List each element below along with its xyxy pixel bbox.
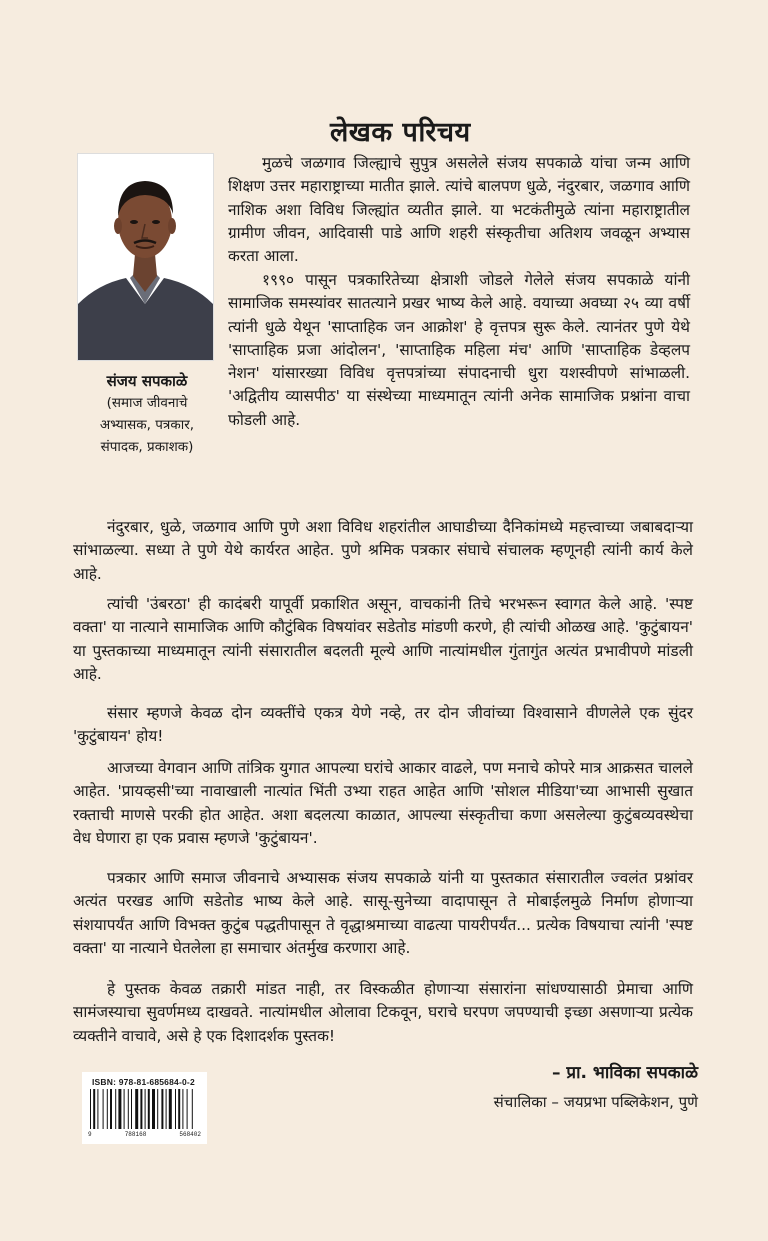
bio-paragraph: १९९० पासून पत्रकारितेच्या क्षेत्राशी जोडले गेलेले संजय सपकाळे यांनी सामाजिक समस्यांवर सातत्याने प्रखर भाष्य केले आहे. वयाच्या अवघ्या २५ व्या वर्षी त्यांनी धुळे येथून 'साप्ताहिक जन आक्रोश' हे वृत्तपत्र सुरू केले. त्यानंतर पुणे येथे 'साप्ताहिक प्रजा आंदोलन', 'साप्ताहिक महिला मंच' आणि 'साप्ताहिक डेव्हलप नेशन' यांसारख्या विविध वृत्तपत्रांच्या संपादनाची धुरा यशस्वीपणे सांभाळली. 'अद्वितीय व्यासपीठ' या संस्थेच्या माध्यमातून त्यांनी अनेक सामाजिक प्रश्नांना वाचा फोडली आहे. bbox=[228, 271, 690, 429]
bio-paragraph: नंदुरबार, धुळे, जळगाव आणि पुणे अशा विविध शहरांतील आघाडीच्या दैनिकांमध्ये महत्त्वाच्या जबाबदाऱ्या सांभाळल्या. सध्या ते पुणे येथे कार्यरत आहेत. पुणे श्रमिक पत्रकार संघाचे संचालक म्हणूनही त्यांनी कार्य केले आहे. bbox=[73, 518, 693, 583]
isbn-barcode bbox=[82, 1072, 207, 1144]
author-photo bbox=[77, 153, 214, 361]
bio-paragraph: त्यांची 'उंबरठा' ही कादंबरी यापूर्वी प्रकाशित असून, वाचकांनी तिचे भरभरून स्वागत केले आहे. 'स्पष्ट वक्ता' या नात्याने सामाजिक आणि कौटुंबिक विषयांवर सडेतोड मांडणी करणे, ही त्यांची ओळख आहे. 'कुटुंबायन' या पुस्तकाच्या माध्यमातून त्यांनी संसारातील बदलती मूल्ये आणि नात्यांमधील गुंतागुंत अत्यंत प्रभावीपणे मांडली आहे. bbox=[73, 595, 693, 683]
signature-role: संचालिका – जयप्रभा पब्लिकेशन, पुणे bbox=[493, 1093, 698, 1111]
barcode-digit-group: 568402 bbox=[179, 1131, 201, 1138]
author-caption-line: (समाज जीवनाचे bbox=[106, 395, 188, 411]
author-caption-line: अभ्यासक, पत्रकार, bbox=[99, 417, 195, 433]
bio-paragraph: संसार म्हणजे केवळ दोन व्यक्तींचे एकत्र येणे नव्हे, तर दोन जीवांच्या विश्वासाने वीणलेले एक सुंदर 'कुटुंबायन' होय! bbox=[73, 704, 693, 746]
barcode-digits bbox=[88, 1131, 201, 1138]
author-caption-line: संपादक, प्रकाशक) bbox=[100, 439, 194, 455]
bio-paragraph: मुळचे जळगाव जिल्ह्याचे सुपुत्र असलेले संजय सपकाळे यांचा जन्म आणि शिक्षण उत्तर महाराष्ट्राच्या मातीत झाले. त्यांचे बालपण धुळे, नंदुरबार, जळगाव आणि नाशिक अशा विविध जिल्ह्यांत व्यतीत झाले. या भटकंतीमुळे त्यांना महाराष्ट्रातील ग्रामीण जीवन, आदिवासी पाडे आणि शहरी संस्कृतीचा अतिशय जवळून अभ्यास करता आला. bbox=[228, 154, 690, 266]
bio-paragraph: आजच्या वेगवान आणि तांत्रिक युगात आपल्या घरांचे आकार वाढले, पण मनाचे कोपरे मात्र आक्रसत चालले आहेत. 'प्रायव्हसी'च्या नावाखाली नात्यांत भिंती उभ्या राहत आहेत आणि 'सोशल मीडिया'च्या आभासी सुखात रक्ताची माणसे परकी होत आहेत. अशा बदलत्या काळात, आपल्या संस्कृतीचा कणा असलेल्या कुटुंबव्यवस्थेचा वेध घेणारा हा एक प्रवास म्हणजे 'कुटुंबायन'. bbox=[73, 759, 693, 847]
bio-paragraph: हे पुस्तक केवळ तक्रारी मांडत नाही, तर विस्कळीत होणाऱ्या संसारांना सांधण्यासाठी प्रेमाचा आणि सामंजस्याचा सुवर्णमध्य दाखवते. नात्यांमधील ओलावा टिकवून, घराचे घरपण जपण्याची इच्छा असणाऱ्या प्रत्येक व्यक्तीने वाचावे, असे हे एक दिशादर्शक पुस्तक! bbox=[73, 980, 693, 1045]
page-title: लेखक परिचय bbox=[330, 117, 471, 148]
author-name: संजय सपकाळे bbox=[106, 372, 188, 390]
author-caption bbox=[72, 370, 222, 458]
barcode-icon bbox=[88, 1089, 201, 1131]
barcode-digit-group: 9 bbox=[88, 1131, 92, 1138]
barcode-digit-group: 788168 bbox=[124, 1131, 147, 1138]
bio-paragraph: पत्रकार आणि समाज जीवनाचे अभ्यासक संजय सपकाळे यांनी या पुस्तकात संसारातील ज्वलंत प्रश्नांवर अत्यंत परखड आणि सडेतोड भाष्य केले आहे. सासू-सुनेच्या वादापासून ते मोबाईलमुळे निर्माण होणाऱ्या संशयापर्यंत आणि विभक्त कुटुंब पद्धतीपासून ते वृद्धाश्रमाच्या वाढत्या पायरीपर्यंत... प्रत्येक विषयाचा त्यांनी 'स्पष्ट वक्ता' या नात्याने घेतलेला हा समाचार अंतर्मुख करणारा आहे. bbox=[73, 869, 693, 957]
isbn-label: ISBN: 978-81-685684-0-2 bbox=[92, 1077, 195, 1087]
signature-name: – प्रा. भाविका सपकाळे bbox=[552, 1063, 698, 1083]
